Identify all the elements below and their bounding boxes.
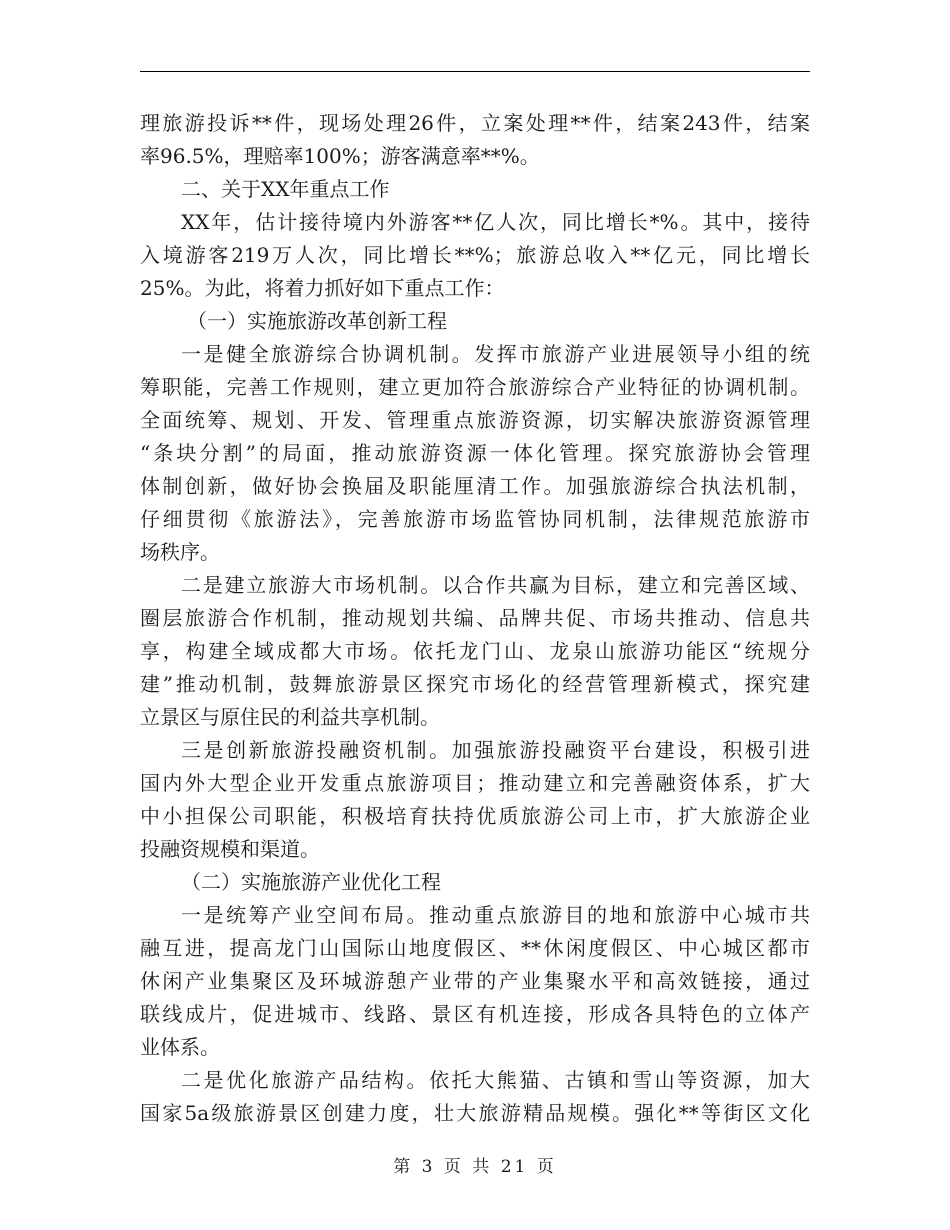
text-line: 国家5a级旅游景区创建力度，壮大旅游精品规模。强化**等街区文化 bbox=[140, 1101, 810, 1125]
text-line: 休闲产业集聚区及环城游憩产业带的产业集聚水平和高效链接，通过 bbox=[140, 969, 810, 993]
text-line: 立景区与原住民的利益共享机制。 bbox=[140, 705, 440, 729]
text-line: （二）实施旅游产业优化工程 bbox=[181, 870, 441, 894]
text-line: 二是建立旅游大市场机制。以合作共赢为目标，建立和完善区域、 bbox=[181, 573, 810, 597]
text-line: 率96.5%，理赔率100%；游客满意率**%。 bbox=[140, 144, 540, 168]
text-line: 建”推动机制，鼓舞旅游景区探究市场化的经营管理新模式，探究建 bbox=[140, 672, 810, 696]
text-line: 筹职能，完善工作规则，建立更加符合旅游综合产业特征的协调机制。 bbox=[140, 375, 810, 399]
text-line: “条块分割”的局面，推动旅游资源一体化管理。探究旅游协会管理 bbox=[140, 441, 810, 465]
header-rule bbox=[140, 71, 810, 72]
text-line: 25%。为此，将着力抓好如下重点工作： bbox=[140, 276, 505, 300]
text-line: 仔细贯彻《旅游法》，完善旅游市场监管协同机制，法律规范旅游市 bbox=[140, 507, 810, 531]
text-line: 融互进，提高龙门山国际山地度假区、**休闲度假区、中心城区都市 bbox=[140, 936, 810, 960]
text-line: 圈层旅游合作机制，推动规划共编、品牌共促、市场共推动、信息共 bbox=[140, 606, 810, 630]
text-line: 三是创新旅游投融资机制。加强旅游投融资平台建设，积极引进 bbox=[181, 738, 810, 762]
text-line: 联线成片，促进城市、线路、景区有机连接，形成各具特色的立体产 bbox=[140, 1002, 810, 1026]
text-line: 享，构建全域成都大市场。依托龙门山、龙泉山旅游功能区“统规分 bbox=[140, 639, 810, 663]
text-line: 全面统筹、规划、开发、管理重点旅游资源，切实解决旅游资源管理 bbox=[140, 408, 810, 432]
text-line: 理旅游投诉**件，现场处理26件，立案处理**件，结案243件，结案 bbox=[140, 111, 810, 135]
text-line: 一是统筹产业空间布局。推动重点旅游目的地和旅游中心城市共 bbox=[181, 903, 810, 927]
text-line: 场秩序。 bbox=[140, 540, 220, 564]
text-line: 国内外大型企业开发重点旅游项目；推动建立和完善融资体系，扩大 bbox=[140, 771, 810, 795]
text-line: （一）实施旅游改革创新工程 bbox=[187, 309, 447, 333]
text-line: 体制创新，做好协会换届及职能厘清工作。加强旅游综合执法机制， bbox=[140, 474, 810, 498]
document-body bbox=[140, 107, 810, 1130]
text-line: 中小担保公司职能，积极培育扶持优质旅游公司上市，扩大旅游企业 bbox=[140, 804, 810, 828]
text-line: 二是优化旅游产品结构。依托大熊猫、古镇和雪山等资源，加大 bbox=[181, 1068, 810, 1092]
text-line: XX年，估计接待境内外游客**亿人次，同比增长*%。其中，接待 bbox=[181, 210, 810, 234]
text-line: 业体系。 bbox=[140, 1035, 220, 1059]
text-line: 入境游客219万人次，同比增长**%；旅游总收入**亿元，同比增长 bbox=[140, 243, 810, 267]
text-line: 投融资规模和渠道。 bbox=[140, 837, 320, 861]
text-line: 一是健全旅游综合协调机制。发挥市旅游产业进展领导小组的统 bbox=[181, 342, 810, 366]
text-line: 二、关于XX年重点工作 bbox=[181, 177, 390, 201]
page-footer: 第 3 页 共 21 页 bbox=[393, 1157, 557, 1177]
